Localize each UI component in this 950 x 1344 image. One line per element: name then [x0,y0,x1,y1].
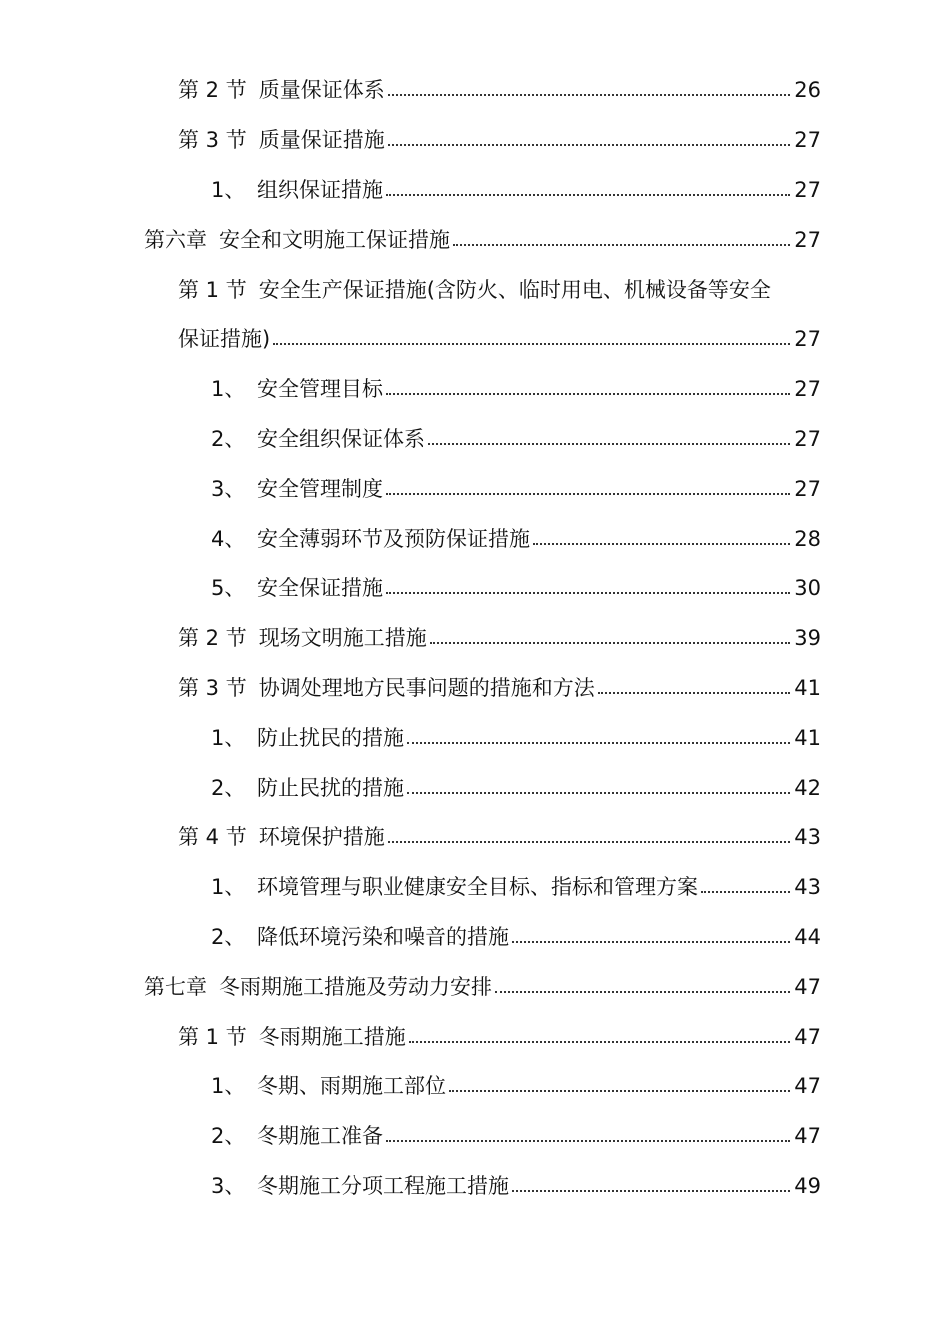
toc-entry-title: 安全薄弱环节及预防保证措施 [257,526,530,551]
toc-entry-page: 26 [794,78,821,103]
toc-entry-title: 保证措施) [178,327,271,352]
toc-entry-continuation[interactable] [0,315,950,365]
toc-entry[interactable] [0,415,950,465]
toc-entry-number: 2、 [211,426,246,451]
toc-entry-title: 冬雨期施工措施及劳动力安排 [219,974,492,999]
toc-entry-page: 43 [794,875,821,900]
toc-entry-title: 冬雨期施工措施 [258,1024,406,1049]
toc-entry-number: 2、 [211,924,246,949]
toc-entry-number: 1、 [211,177,246,202]
dot-leader [273,343,790,345]
toc-entry-page: 27 [794,476,821,501]
table-of-contents [0,66,950,1211]
toc-entry-title: 冬期、雨期施工部位 [257,1074,446,1099]
toc-entry[interactable] [0,1012,950,1062]
toc-entry-number: 第 1 节 [178,277,247,302]
dot-leader [386,1140,790,1142]
toc-entry-title: 安全和文明施工保证措施 [219,227,450,252]
toc-entry-number: 2、 [211,775,246,800]
dot-leader [533,543,790,545]
toc-entry-page: 39 [794,626,821,651]
toc-entry-number: 第 4 节 [178,825,247,850]
toc-entry-number: 第 3 节 [178,128,247,153]
toc-entry[interactable] [0,614,950,664]
toc-entry-page: 27 [794,327,821,352]
toc-entry-number: 第 3 节 [178,675,247,700]
dot-leader [701,891,790,893]
toc-entry-number: 第六章 [144,227,207,252]
toc-entry-title: 安全保证措施 [257,576,383,601]
toc-entry-page: 47 [794,974,821,999]
toc-entry-number: 1、 [211,875,246,900]
toc-entry-number: 5、 [211,576,246,601]
toc-entry-number: 第 2 节 [178,626,247,651]
toc-entry-page: 27 [794,227,821,252]
toc-entry-page: 27 [794,377,821,402]
toc-entry-page: 30 [794,576,821,601]
toc-entry-page: 27 [794,177,821,202]
toc-entry-number: 4、 [211,526,246,551]
dot-leader [386,194,790,196]
toc-entry-title: 防止扰民的措施 [257,725,404,750]
toc-entry-title: 防止民扰的措施 [257,775,404,800]
dot-leader [407,792,790,794]
toc-entry-title: 冬期施工准备 [257,1124,383,1149]
toc-entry[interactable] [0,564,950,614]
toc-entry[interactable] [0,863,950,913]
toc-entry[interactable] [0,66,950,116]
dot-leader [512,941,790,943]
toc-entry[interactable] [0,763,950,813]
toc-entry[interactable] [0,1162,950,1212]
toc-entry-title: 安全组织保证体系 [257,426,425,451]
toc-entry[interactable] [0,1062,950,1112]
toc-entry[interactable] [0,365,950,415]
dot-leader [386,493,790,495]
dot-leader [388,841,791,843]
toc-entry[interactable] [0,1112,950,1162]
toc-entry[interactable] [0,464,950,514]
toc-entry[interactable] [0,514,950,564]
toc-entry-number: 第 1 节 [178,1024,247,1049]
toc-entry-title: 环境管理与职业健康安全目标、指标和管理方案 [257,875,698,900]
toc-entry[interactable] [0,116,950,166]
toc-entry-page: 41 [794,675,821,700]
toc-entry-title: 质量保证体系 [258,78,385,103]
toc-entry-page: 27 [794,426,821,451]
dot-leader [598,692,791,694]
toc-entry[interactable] [0,664,950,714]
toc-entry[interactable] [0,215,950,265]
toc-entry-page: 42 [794,775,821,800]
toc-entry-page: 41 [794,725,821,750]
toc-entry-title: 降低环境污染和噪音的措施 [257,924,509,949]
toc-entry-page: 47 [794,1124,821,1149]
dot-leader [430,642,791,644]
toc-entry-page: 28 [794,526,821,551]
toc-entry-page: 49 [794,1173,821,1198]
toc-entry-number: 1、 [211,1074,246,1099]
toc-entry-page: 47 [794,1024,821,1049]
toc-entry-number: 1、 [211,725,246,750]
toc-entry-number: 1、 [211,377,246,402]
dot-leader [512,1190,790,1192]
dot-leader [388,144,791,146]
dot-leader [495,991,790,993]
toc-entry-title: 冬期施工分项工程施工措施 [257,1173,509,1198]
dot-leader [386,592,790,594]
toc-entry[interactable] [0,913,950,963]
toc-entry-title: 质量保证措施 [258,128,385,153]
toc-entry-title: 安全管理目标 [257,377,383,402]
dot-leader [386,393,790,395]
toc-entry[interactable] [0,813,950,863]
toc-entry-number: 3、 [211,1173,246,1198]
toc-entry-title: 安全生产保证措施(含防火、临时用电、机械设备等安全 [258,277,771,302]
dot-leader [428,443,790,445]
toc-entry-title: 现场文明施工措施 [258,626,427,651]
dot-leader [407,742,790,744]
toc-entry-title: 安全管理制度 [257,476,383,501]
toc-entry-page: 27 [794,128,821,153]
toc-entry[interactable] [0,166,950,216]
toc-entry[interactable] [0,265,950,315]
toc-entry-page: 44 [794,924,821,949]
toc-entry-title: 环境保护措施 [258,825,385,850]
toc-entry[interactable] [0,962,950,1012]
toc-entry-number: 2、 [211,1124,246,1149]
toc-entry-number: 3、 [211,476,246,501]
dot-leader [449,1090,790,1092]
toc-entry-page: 43 [794,825,821,850]
toc-entry[interactable] [0,713,950,763]
toc-entry-title: 组织保证措施 [257,177,383,202]
toc-entry-number: 第七章 [144,974,207,999]
toc-entry-number: 第 2 节 [178,78,247,103]
dot-leader [409,1041,791,1043]
dot-leader [388,94,791,96]
toc-entry-title: 协调处理地方民事问题的措施和方法 [258,675,595,700]
toc-entry-page: 47 [794,1074,821,1099]
dot-leader [453,244,790,246]
